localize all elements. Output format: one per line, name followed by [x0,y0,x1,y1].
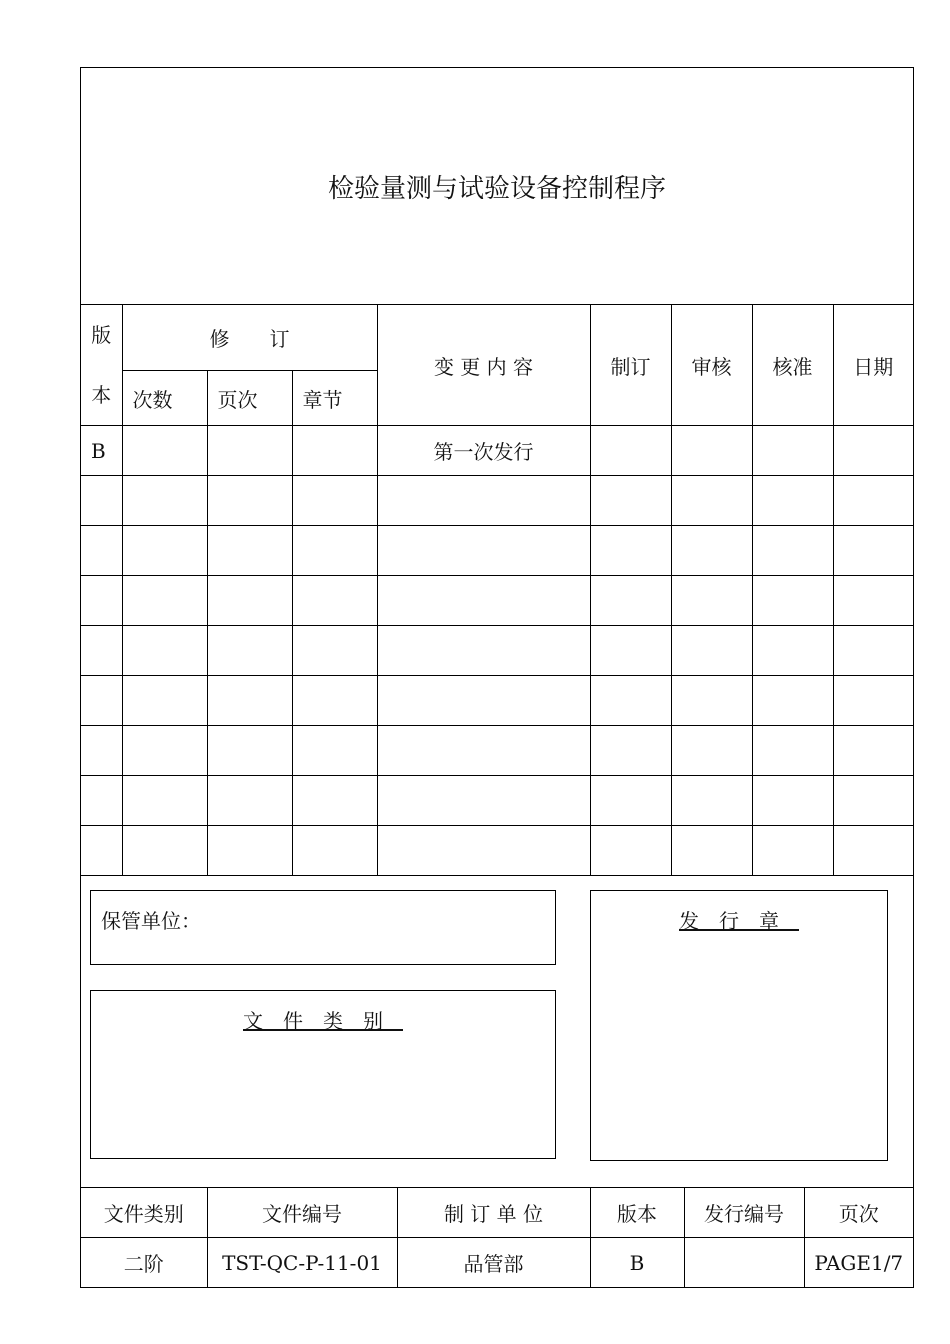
table-cell [671,726,752,776]
table-cell [833,776,913,826]
table-cell [377,826,590,876]
table-cell [671,476,752,526]
header-version [81,305,122,426]
table-cell [590,526,671,576]
footer-value-issue-number [684,1238,804,1288]
table-cell [752,726,833,776]
stamp-title: 发行章 [679,909,799,933]
table-cell [122,776,207,826]
table-cell [671,626,752,676]
table-cell [207,526,292,576]
table-row [81,726,913,776]
table-cell [122,426,207,476]
table-cell [207,826,292,876]
table-cell [590,826,671,876]
table-cell [377,576,590,626]
table-cell [671,576,752,626]
table-row [81,476,913,526]
table-cell [671,426,752,476]
footer-header-issue-number: 发行编号 [684,1188,804,1238]
table-row [81,526,913,576]
table-cell [590,626,671,676]
table-cell [671,526,752,576]
table-cell [292,526,377,576]
table-cell [671,676,752,726]
table-cell [590,476,671,526]
table-cell [81,776,122,826]
table-cell [122,826,207,876]
header-section: 章节 [292,371,377,426]
footer-value-category: 二阶 [81,1238,207,1288]
table-cell [81,526,122,576]
footer-value-version: B [590,1238,684,1288]
footer-header-doc-number: 文件编号 [207,1188,397,1238]
table-cell [377,776,590,826]
table-cell: 第一次发行 [377,426,590,476]
header-date: 日期 [833,305,913,426]
table-cell [292,676,377,726]
table-cell [377,726,590,776]
footer-value-unit: 品管部 [397,1238,590,1288]
table-cell [122,576,207,626]
table-cell [207,676,292,726]
table-cell [590,576,671,626]
table-cell [81,626,122,676]
table-cell [122,626,207,676]
table-row [81,776,913,826]
table-cell [292,826,377,876]
table-cell [207,476,292,526]
header-reviewed: 审核 [671,305,752,426]
table-cell [590,426,671,476]
table-cell [833,476,913,526]
table-cell [833,526,913,576]
table-row [81,426,913,476]
table-cell [833,426,913,476]
table-cell [590,776,671,826]
category-title: 文件类别 [243,1009,403,1033]
table-cell [292,776,377,826]
table-cell [207,726,292,776]
table-cell [752,526,833,576]
table-cell [207,626,292,676]
table-cell [292,426,377,476]
table-cell [292,476,377,526]
table-cell [377,476,590,526]
table-row [81,576,913,626]
table-cell [122,526,207,576]
header-times: 次数 [122,371,207,426]
table-cell [81,826,122,876]
table-cell [122,726,207,776]
footer-header-version: 版本 [590,1188,684,1238]
table-cell [207,576,292,626]
table-cell [81,476,122,526]
table-row [81,626,913,676]
table-cell [752,776,833,826]
header-version-bottom: 本 [91,383,112,407]
table-row [81,826,913,876]
header-prepared: 制订 [590,305,671,426]
footer-header-unit: 制 订 单 位 [397,1188,590,1238]
table-cell [833,676,913,726]
revision-table [81,304,913,876]
table-cell [207,776,292,826]
document-title: 检验量测与试验设备控制程序 [327,173,666,204]
header-approved: 核准 [752,305,833,426]
table-cell [752,626,833,676]
table-cell [833,826,913,876]
table-cell [292,576,377,626]
table-cell [81,576,122,626]
footer-header-page: 页次 [804,1188,913,1238]
table-cell [752,826,833,876]
header-change-content: 变 更 内 容 [377,305,590,426]
table-cell [377,526,590,576]
table-cell [833,576,913,626]
footer-value-page: PAGE1/7 [804,1238,913,1288]
table-cell [671,776,752,826]
table-cell [377,626,590,676]
footer-table [81,1187,913,1287]
table-cell: B [81,426,122,476]
table-cell [377,676,590,726]
table-cell [292,626,377,676]
table-cell [292,726,377,776]
header-pages: 页次 [207,371,292,426]
custody-box [90,890,556,965]
table-cell [752,576,833,626]
footer-value-doc-number: TST-QC-P-11-01 [207,1238,397,1288]
revision-rows [81,426,913,876]
table-cell [590,726,671,776]
table-cell [207,426,292,476]
table-row [81,676,913,726]
footer-header-category: 文件类别 [81,1188,207,1238]
table-cell [122,676,207,726]
table-cell [833,726,913,776]
table-cell [752,476,833,526]
stamp-box [590,890,888,1161]
table-cell [752,426,833,476]
document-page [80,67,914,1288]
table-cell [122,476,207,526]
table-cell [752,676,833,726]
table-cell [81,726,122,776]
table-cell [671,826,752,876]
category-box [90,990,556,1159]
custody-label: 保管单位： [101,909,201,933]
header-version-top: 版 [91,323,112,347]
table-cell [81,676,122,726]
table-cell [833,626,913,676]
table-cell [590,676,671,726]
header-revise: 修 订 [122,305,377,371]
